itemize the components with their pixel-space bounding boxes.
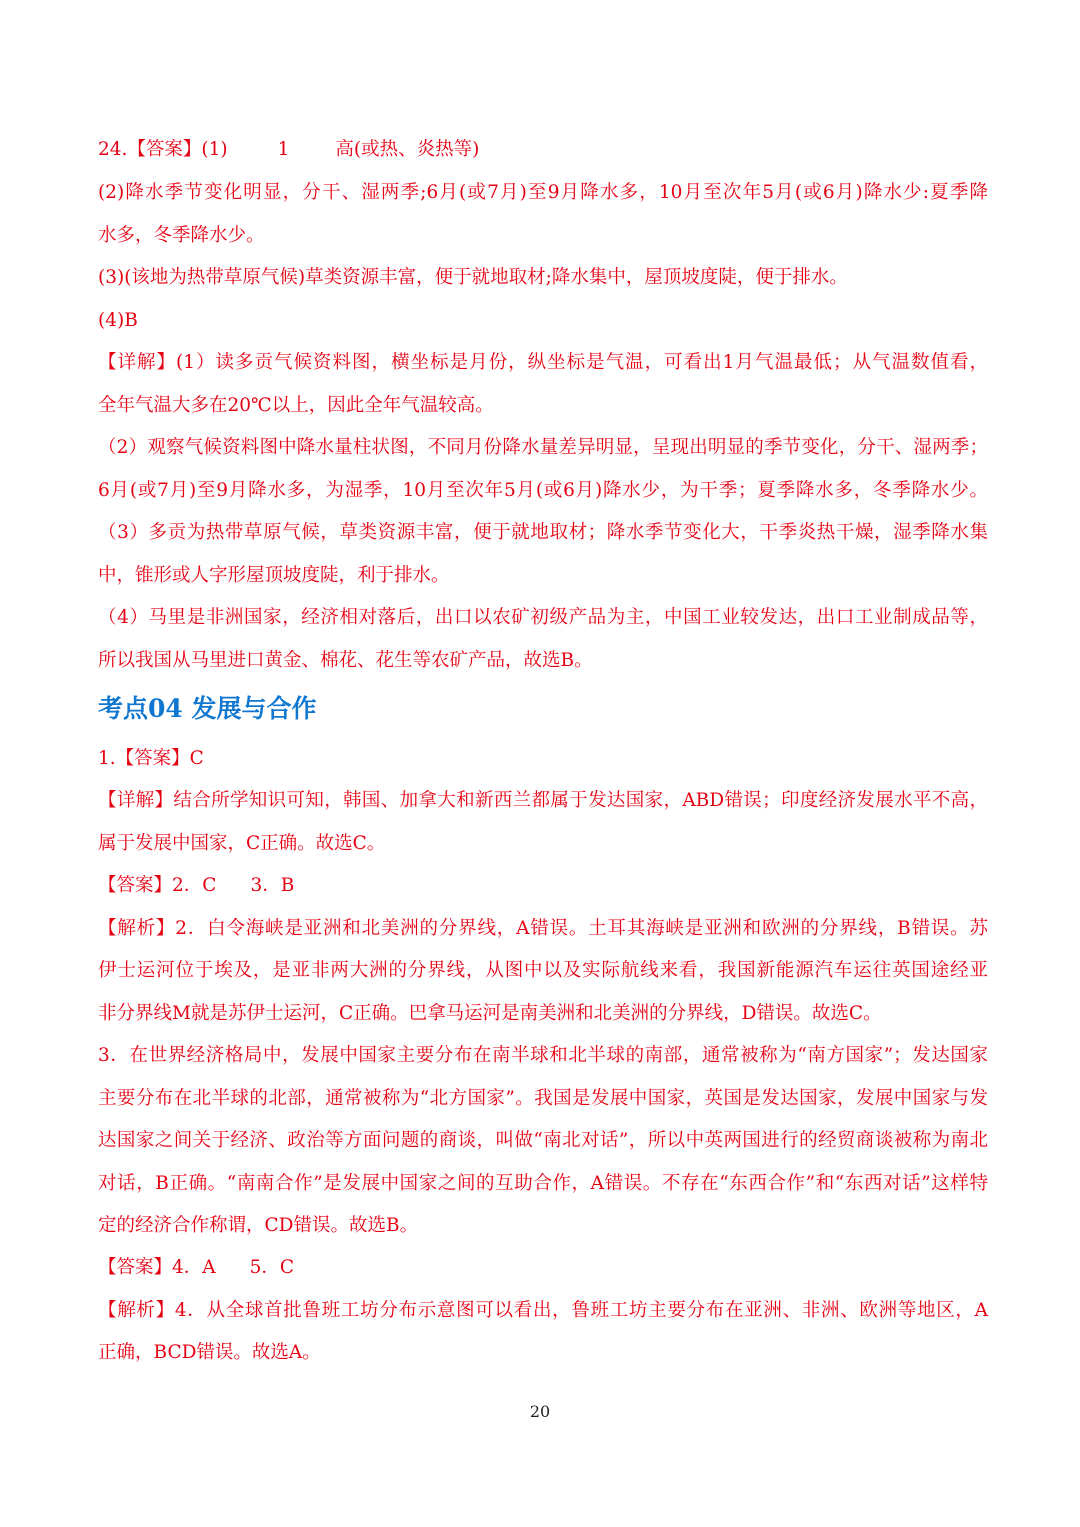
kd04-q4-analysis-line1: 【解析】4．从全球首批鲁班工坊分布示意图可以看出，鲁班工坊主要分布在亚洲、非洲、欧洲等地区，A: [98, 1300, 988, 1321]
kd04-q23-answer-line: [98, 877, 988, 896]
kd04-q2-analysis-line3: 非分界线M就是苏伊士运河，C正确。巴拿马运河是南美洲和北美洲的分界线，D错误。故选C。: [98, 1003, 882, 1024]
q24-answer-3: (3)(该地为热带草原气候)草类资源丰富，便于就地取材;降水集中，屋顶坡度陡，便于排水。: [98, 267, 848, 288]
kd04-q23-answer-a: 【答案】2．C: [98, 875, 217, 896]
q24-detail-2-line2: 6月(或7月)至9月降水多，为湿季，10月至次年5月(或6月)降水少，为干季；夏季降水多，冬季降水少。: [98, 480, 988, 501]
section-heading: 考点04 发展与合作: [98, 694, 317, 723]
kd04-q45-answer-b: 5．C: [249, 1257, 295, 1278]
q24-detail-3-line2: 中，锥形或人字形屋顶坡度陡，利于排水。: [98, 565, 450, 586]
q24-detail-1-line1: 【详解】(1）读多贡气候资料图，横坐标是月份，纵坐标是气温，可看出1月气温最低；从气温数值看，: [98, 352, 988, 373]
q24-answer-2-line2: 水多，冬季降水少。: [98, 225, 265, 246]
q24-answer-1a: 1: [277, 139, 290, 160]
kd04-q3-analysis-line5: 定的经济合作称谓，CD错误。故选B。: [98, 1215, 419, 1236]
kd04-q1-detail-line2: 属于发展中国家，C正确。故选C。: [98, 833, 386, 854]
kd04-q3-analysis-line1: 3．在世界经济格局中，发展中国家主要分布在南半球和北半球的南部，通常被称为“南方国家”；发达国家: [98, 1045, 988, 1066]
kd04-q1-answer: 1.【答案】C: [98, 748, 204, 769]
kd04-q23-answer-b: 3．B: [250, 875, 295, 896]
q24-detail-4-line1: （4）马里是非洲国家，经济相对落后，出口以农矿初级产品为主，中国工业较发达，出口工业制成品等，: [98, 607, 988, 628]
q24-detail-2-line1: （2）观察气候资料图中降水量柱状图，不同月份降水量差异明显，呈现出明显的季节变化，分干、湿两季；: [98, 437, 988, 458]
kd04-q4-analysis-line2: 正确，BCD错误。故选A。: [98, 1342, 321, 1363]
kd04-q1-detail-line1: 【详解】结合所学知识可知，韩国、加拿大和新西兰都属于发达国家，ABD错误；印度经济发展水平不高，: [98, 790, 988, 811]
kd04-q2-analysis-line1: 【解析】2．白令海峡是亚洲和北美洲的分界线，A错误。土耳其海峡是亚洲和欧洲的分界线，B错误。苏: [98, 918, 988, 939]
q24-answer-line: [98, 141, 988, 160]
q24-detail-3-line1: （3）多贡为热带草原气候，草类资源丰富，便于就地取材；降水季节变化大，干季炎热干燥，湿季降水集: [98, 522, 988, 543]
kd04-q45-answer-line: [98, 1259, 988, 1278]
page-number: 20: [529, 1402, 551, 1421]
q24-answer-1b: 高(或热、炎热等): [335, 139, 480, 160]
kd04-q2-analysis-line2: 伊士运河位于埃及，是亚非两大洲的分界线，从图中以及实际航线来看，我国新能源汽车运往英国途经亚: [98, 960, 988, 981]
kd04-q3-analysis-line4: 对话，B正确。“南南合作”是发展中国家之间的互助合作，A错误。不存在“东西合作”和“东西对话”这样特: [98, 1173, 988, 1194]
kd04-q3-analysis-line2: 主要分布在北半球的北部，通常被称为“北方国家”。我国是发展中国家，英国是发达国家，发展中国家与发: [98, 1088, 988, 1109]
q24-detail-4-line2: 所以我国从马里进口黄金、棉花、花生等农矿产品，故选B。: [98, 650, 593, 671]
q24-detail-1-line2: 全年气温大多在20℃以上，因此全年气温较高。: [98, 395, 494, 416]
kd04-q45-answer-a: 【答案】4．A: [98, 1257, 216, 1278]
q24-answer-4: (4)B: [98, 310, 138, 331]
q24-answer-prefix: 24.【答案】(1): [98, 139, 228, 160]
q24-answer-2-line1: (2)降水季节变化明显，分干、湿两季;6月(或7月)至9月降水多，10月至次年5月(或6月)降水少:夏季降: [98, 182, 988, 203]
kd04-q3-analysis-line3: 达国家之间关于经济、政治等方面问题的商谈，叫做“南北对话”，所以中英两国进行的经贸商谈被称为南北: [98, 1130, 988, 1151]
